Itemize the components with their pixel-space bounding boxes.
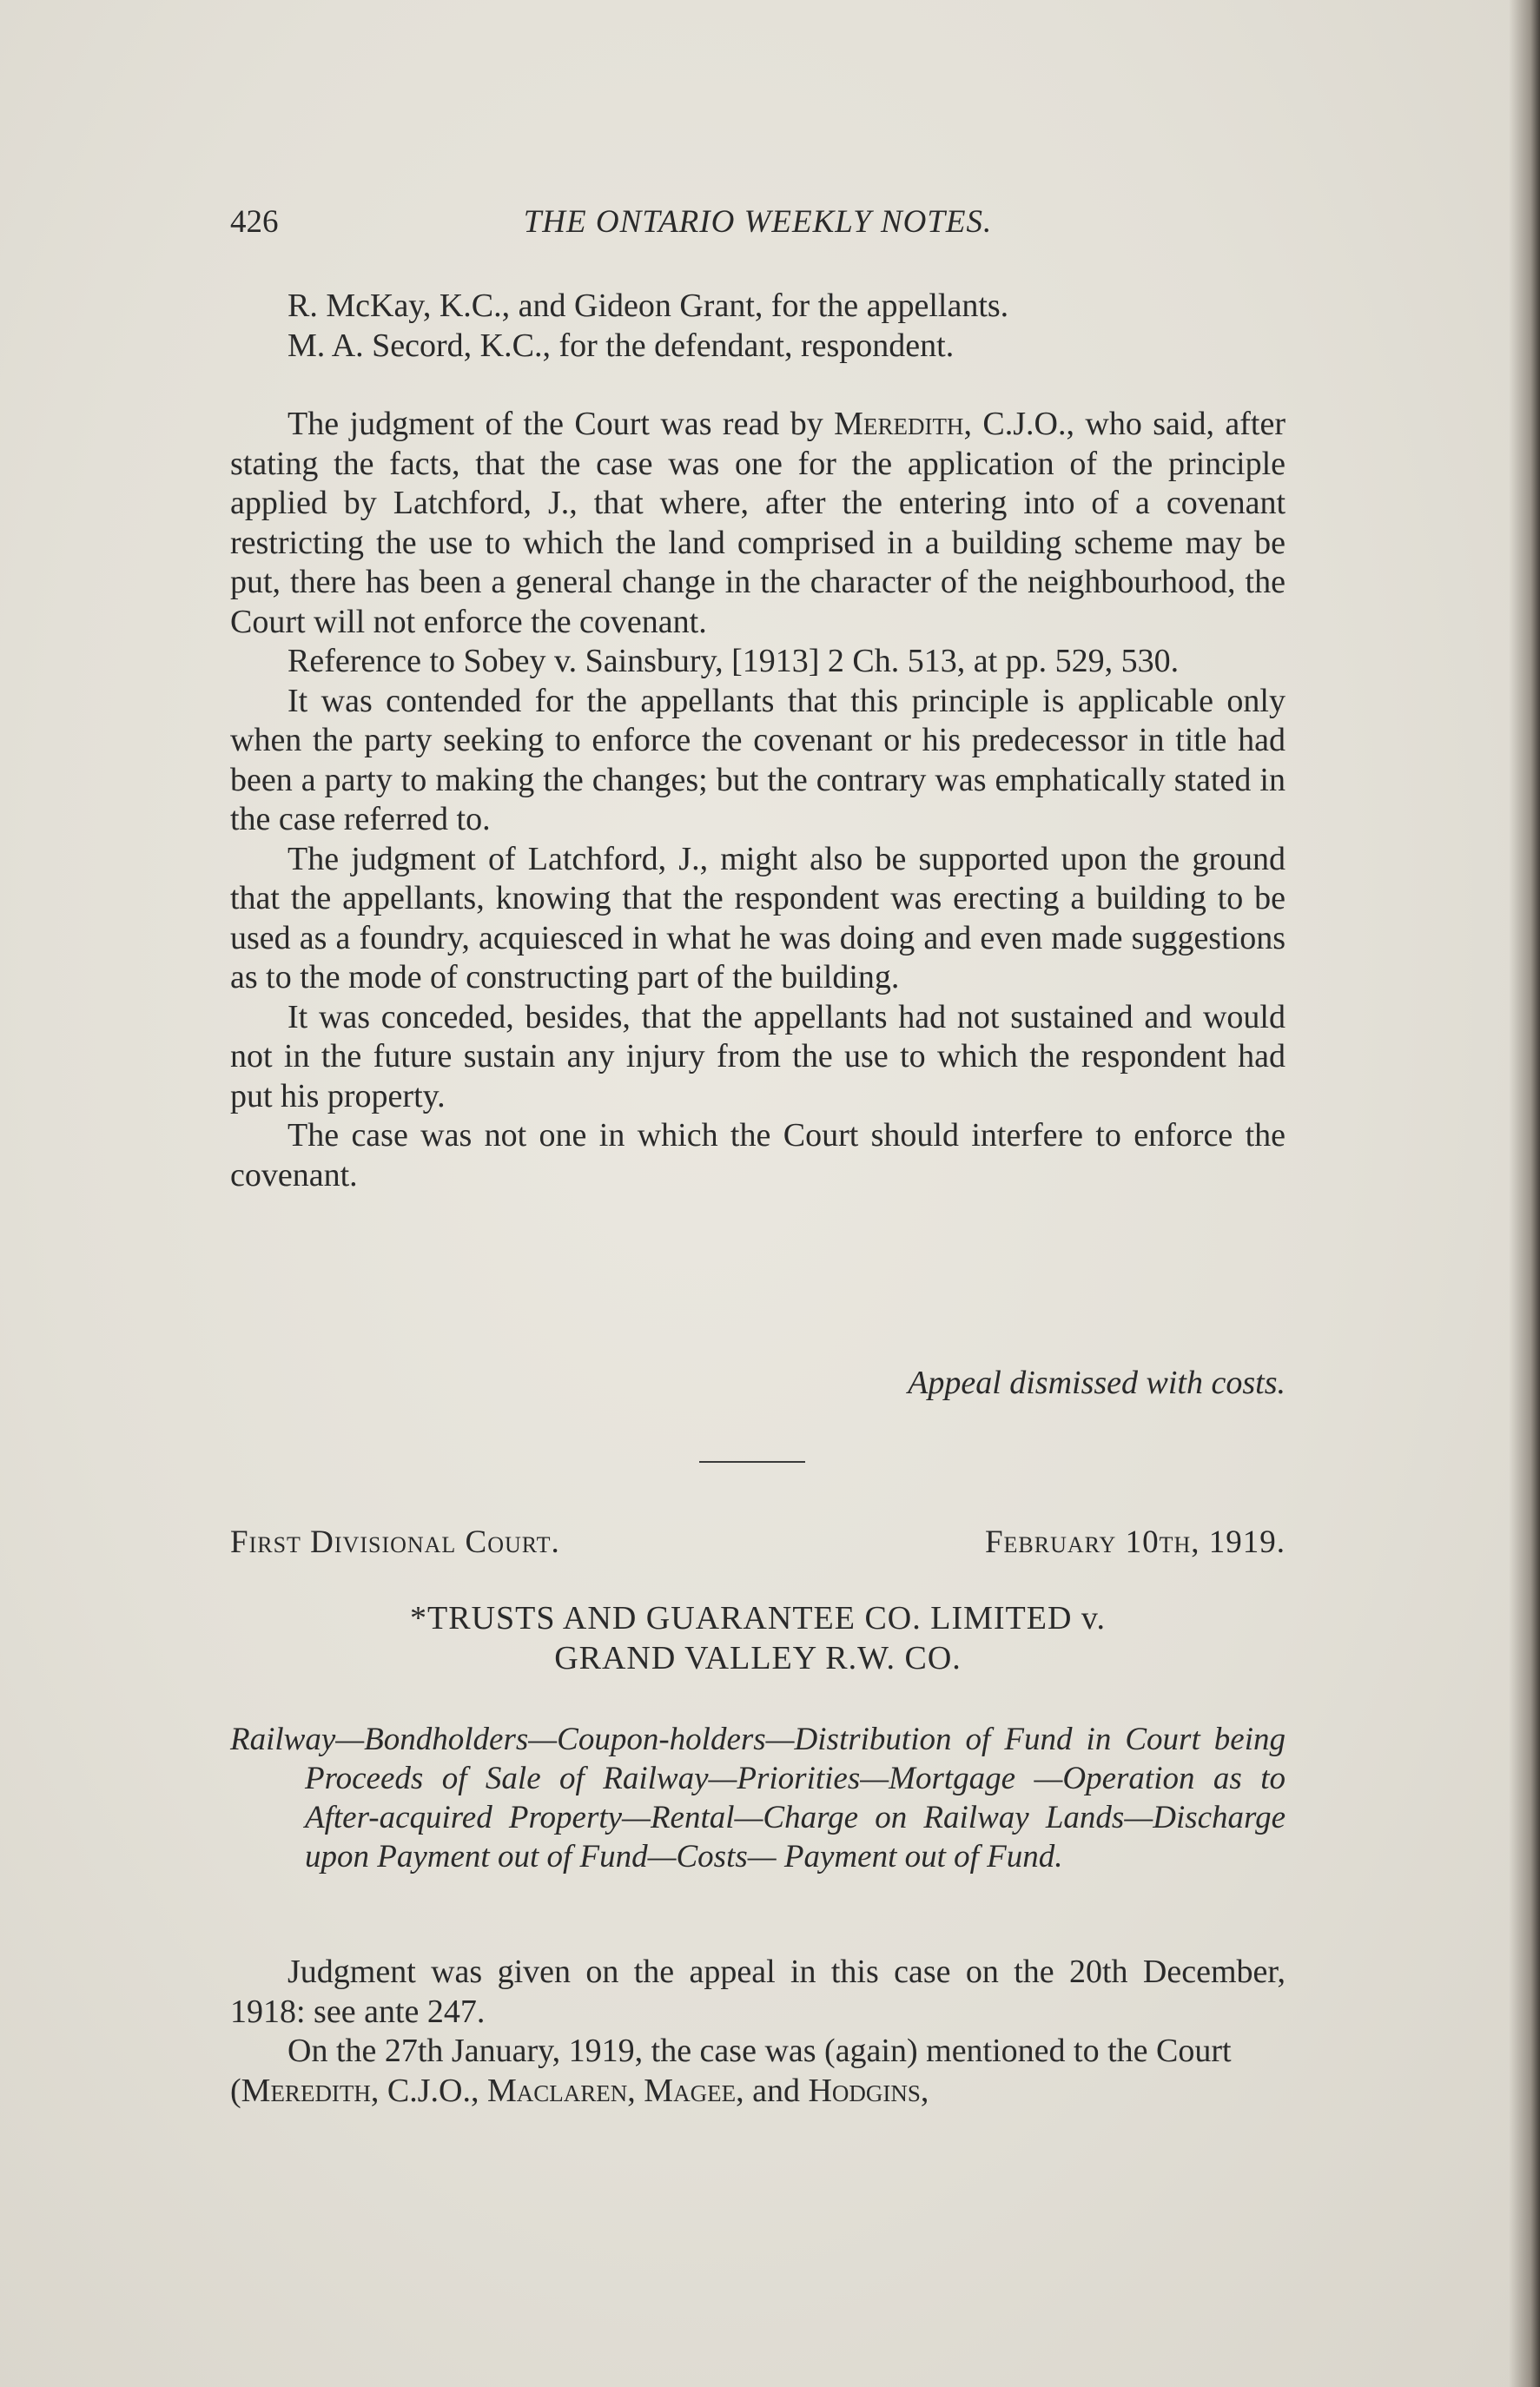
judge-name: Magee bbox=[644, 2072, 737, 2109]
case-paragraph: Judgment was given on the appeal in this case on the 20th December, 1918: see ante 247. bbox=[230, 1954, 1286, 2030]
judge-name: Meredith bbox=[241, 2072, 371, 2109]
judge-name: Maclaren bbox=[487, 2072, 628, 2109]
case-title-line: GRAND VALLEY R.W. CO. bbox=[554, 1640, 962, 1676]
page-number: 426 bbox=[230, 204, 279, 240]
judge-name: Hodgins bbox=[808, 2072, 921, 2109]
judgment-paragraph: It was conceded, besides, that the appellants had not sustained and would not in the future sustain any injury from the use to which the respondent had put his property. bbox=[230, 998, 1286, 1114]
page-edge-shadow bbox=[1509, 0, 1540, 2387]
judgment-text-block bbox=[230, 287, 1286, 1195]
court-name: First Divisional Court. bbox=[230, 1524, 560, 1560]
section-divider bbox=[699, 1461, 805, 1463]
journal-title: THE ONTARIO WEEKLY NOTES. bbox=[523, 204, 993, 240]
case-title-line: *TRUSTS AND GUARANTEE CO. LIMITED v. bbox=[410, 1600, 1106, 1637]
judgment-paragraph: Reference to Sobey v. Sainsbury, [1913] 2 Ch. 513, at pp. 529, 530. bbox=[288, 643, 1180, 679]
decision-date: February 10th, 1919. bbox=[984, 1524, 1286, 1560]
judge-name: Meredith bbox=[834, 406, 964, 442]
running-head bbox=[230, 203, 1286, 247]
counsel-line-respondent: M. A. Secord, K.C., for the defendant, respondent. bbox=[288, 327, 955, 364]
case-title bbox=[230, 1598, 1286, 1678]
judgment-paragraph: The judgment of the Court was read by Meredith, C.J.O., who said, after stating the facts, that the case was one for the application of the principle applied by Latchford, J., that where, after the entering into of a covenant restricting the use to which the land comprised in a building scheme may be put, there has been a general change in the character of the neighbourhood, the Court will not enforce the covenant. bbox=[230, 406, 1286, 640]
headnote: Railway—Bondholders—Coupon-holders—Distribution of Fund in Court being Proceeds of Sale of Railway—Priorities—Mortgage —Operation as to After-acquired Property—Rental—Charge on Railway Lands—Discharge upon Payment out of Fund—Costs— Payment out of Fund. bbox=[230, 1722, 1286, 1875]
case-paragraph: On the 27th January, 1919, the case was (again) mentioned to the Court (Meredith, C.J.O., Maclaren, Magee, and Hodgins, bbox=[230, 2033, 1232, 2109]
counsel-line-appellants: R. McKay, K.C., and Gideon Grant, for the appellants. bbox=[288, 288, 1009, 324]
judgment-paragraph: The judgment of Latchford, J., might also be supported upon the ground that the appellants, knowing that the respondent was erecting a building to be used as a foundry, acquiesced in what he was doing and even made suggestions as to the mode of constructing part of the building. bbox=[230, 840, 1286, 995]
judgment-paragraph: The case was not one in which the Court should interfere to enforce the covenant. bbox=[230, 1117, 1286, 1194]
judgment-paragraph: It was contended for the appellants that this principle is applicable only when the party seeking to enforce the covenant or his predecessor in title had been a party to making the changes; but the contrary was emphatically stated in the case referred to. bbox=[230, 682, 1286, 837]
second-case-text-block bbox=[230, 1953, 1286, 2111]
case-disposition: Appeal dismissed with costs. bbox=[908, 1365, 1286, 1401]
